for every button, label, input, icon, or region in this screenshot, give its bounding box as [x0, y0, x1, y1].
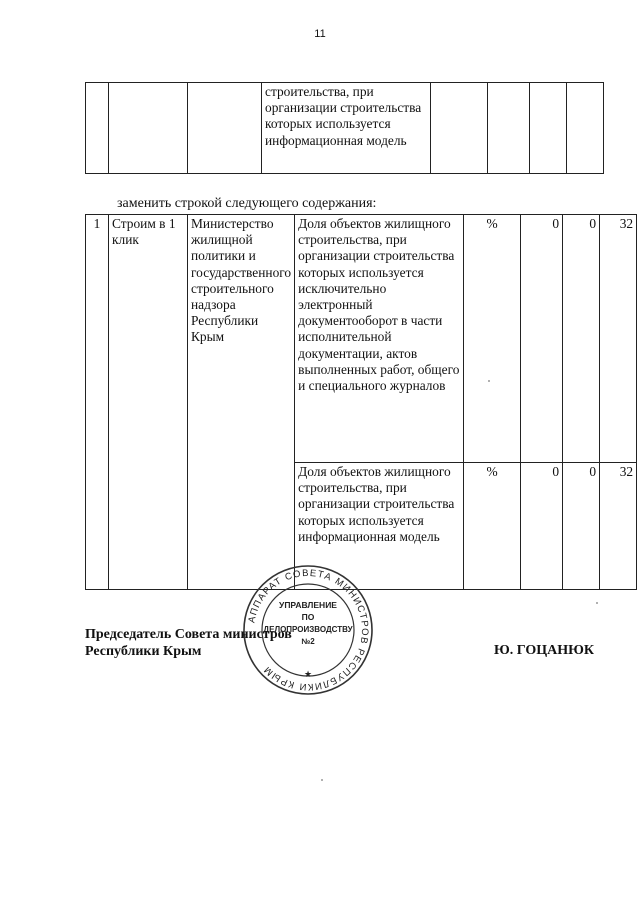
scan-speck — [596, 602, 598, 604]
project-cell: Строим в 1 клик — [109, 215, 188, 590]
indicator-cell: строительства, при организации строительства которых используется информационная модель — [262, 83, 431, 174]
unit-cell: % — [464, 463, 521, 590]
stamp-line: УПРАВЛЕНИЕ — [279, 600, 337, 610]
replacement-table — [85, 214, 637, 590]
scan-speck — [488, 380, 490, 382]
continued-table-fragment — [85, 82, 604, 174]
stamp-line: №2 — [301, 637, 315, 646]
stamp-line: ПО — [301, 612, 315, 622]
star-icon: ★ — [303, 669, 313, 679]
signature-title-line: Председатель Совета министров — [85, 627, 292, 642]
signature-title-line: Республики Крым — [85, 644, 202, 659]
value-cell: 0 — [521, 463, 563, 590]
value-cell: 0 — [563, 215, 600, 463]
row-number-cell: 1 — [86, 215, 109, 590]
responsible-cell — [188, 215, 295, 590]
cell-empty — [109, 83, 188, 174]
page-number: 11 — [314, 28, 326, 40]
value-cell: 0 — [521, 215, 563, 463]
cell-empty — [188, 83, 262, 174]
cell-empty — [567, 83, 604, 174]
scan-speck — [321, 779, 323, 781]
stamp-ring-text: АППАРАТ СОВЕТА МИНИСТРОВ РЕСПУБЛИКИ КРЫМ — [246, 567, 371, 693]
signer-name: Ю. ГОЦАНЮК — [494, 643, 595, 658]
signature-block — [85, 626, 292, 660]
value-cell: 32 — [600, 215, 637, 463]
value-cell: 32 — [600, 463, 637, 590]
cell-empty — [86, 83, 109, 174]
indicator-cell: Доля объектов жилищного строительства, при организации строительства которых используется информационная модель — [295, 463, 464, 590]
cell-empty — [530, 83, 567, 174]
table-row — [86, 215, 637, 463]
indicator-cell: Доля объектов жилищного строительства, при организации строительства которых используется исключительно электронный документооборот в части исполнительной документации, актов выполненных работ, общего и специального журналов — [295, 215, 464, 463]
stamp-line: ДЕЛОПРОИЗВОДСТВУ — [263, 625, 353, 634]
cell-empty — [488, 83, 530, 174]
responsible-text: Министерство жилищной политики и государственного строительного надзора Республики Крым — [191, 216, 292, 345]
value-cell: 0 — [563, 463, 600, 590]
replace-instruction: заменить строкой следующего содержания: — [117, 196, 377, 211]
cell-empty — [431, 83, 488, 174]
unit-cell: % — [464, 215, 521, 463]
